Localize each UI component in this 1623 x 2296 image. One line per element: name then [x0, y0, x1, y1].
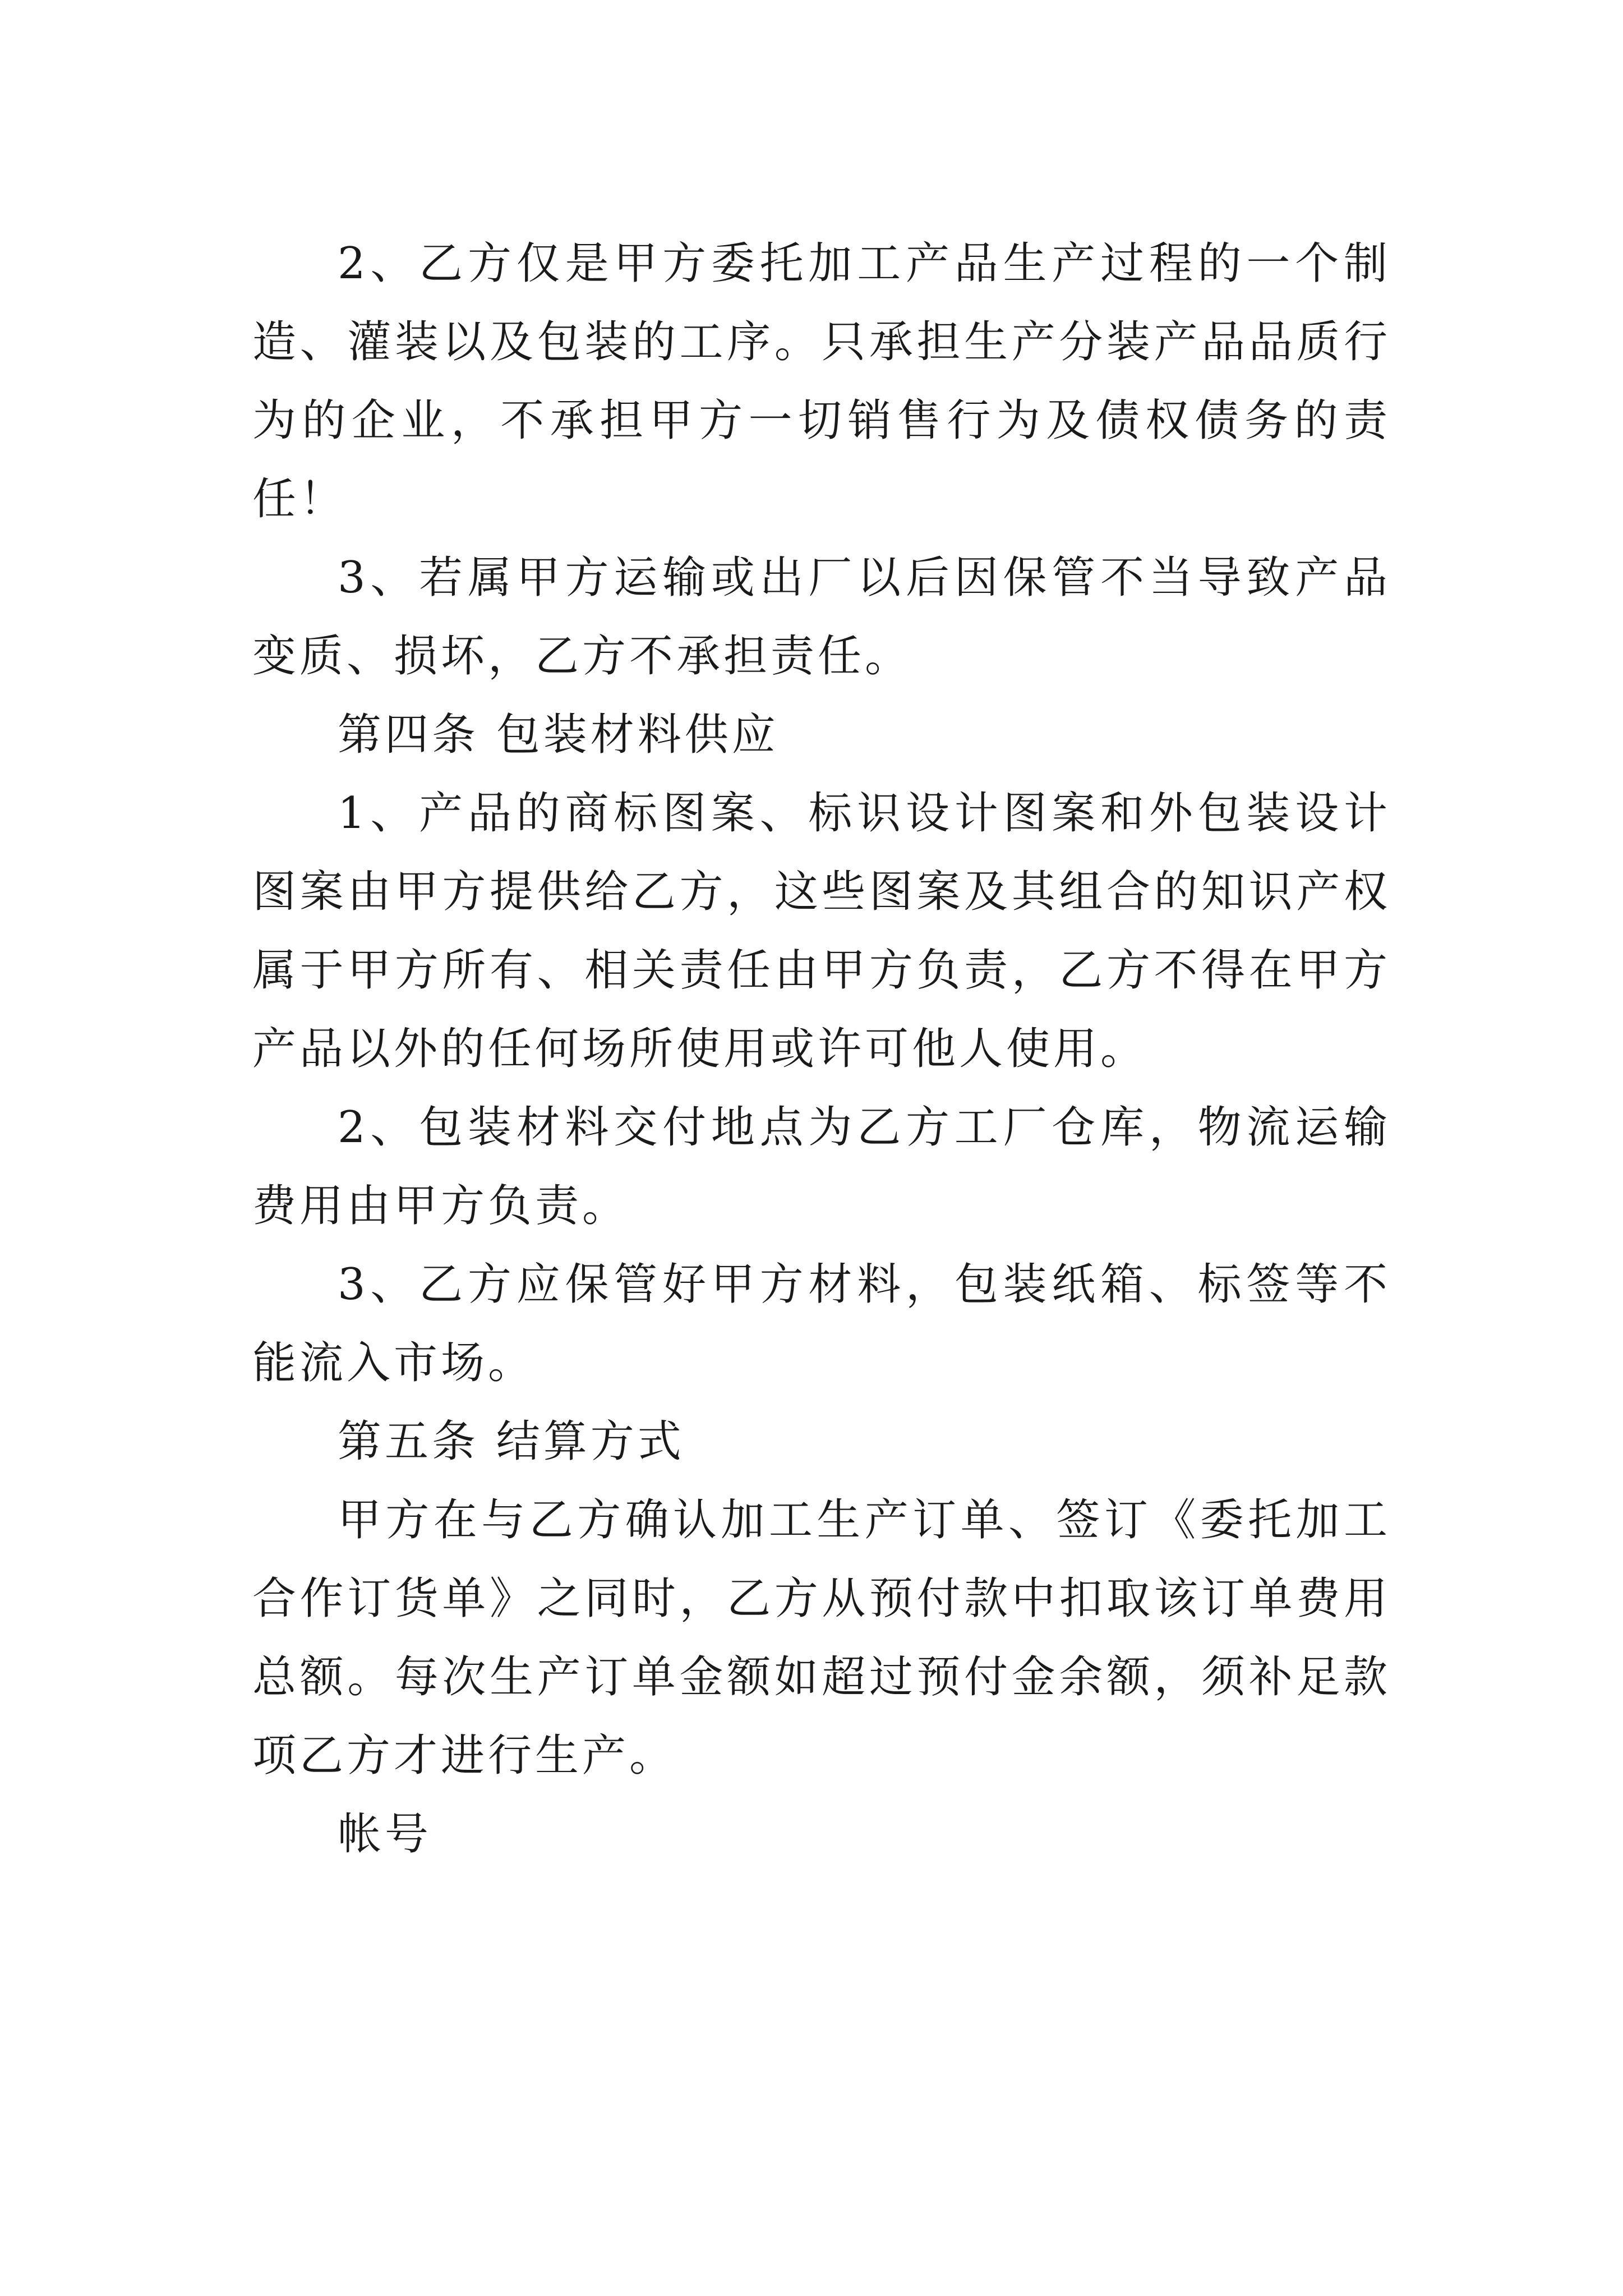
paragraph-settlement: 甲方在与乙方确认加工生产订单、签订《委托加工合作订货单》之同时，乙方从预付款中扣取该订单费用总额。每次生产订单金额如超过预付金余额，须补足款项乙方才进行生产。 [252, 1495, 1391, 1781]
account-label: 帐号 [338, 1809, 432, 1860]
section-heading-article-4: 第四条 包装材料供应 [338, 710, 779, 760]
section-heading-article-5: 第五条 结算方式 [338, 1416, 685, 1467]
paragraph-clause-4-3: 3、乙方应保管好甲方材料，包装纸箱、标签等不能流入市场。 [252, 1259, 1391, 1388]
paragraph-clause-4-2: 2、包装材料交付地点为乙方工厂仓库，物流运输费用由甲方负责。 [252, 1102, 1391, 1231]
paragraph-clause-4-1: 1、产品的商标图案、标识设计图案和外包装设计图案由甲方提供给乙方，这些图案及其组合的知识产权属于甲方所有、相关责任由甲方负责，乙方不得在甲方产品以外的任何场所使用或许可他人使用。 [252, 788, 1391, 1074]
paragraph-clause-3-3: 3、若属甲方运输或出厂以后因保管不当导致产品变质、损坏，乙方不承担责任。 [252, 553, 1391, 682]
paragraph-clause-3-2: 2、乙方仅是甲方委托加工产品生产过程的一个制造、灌装以及包装的工序。只承担生产分装产品品质行为的企业，不承担甲方一切销售行为及债权债务的责任！ [252, 238, 1391, 524]
document-body [252, 224, 1391, 1874]
